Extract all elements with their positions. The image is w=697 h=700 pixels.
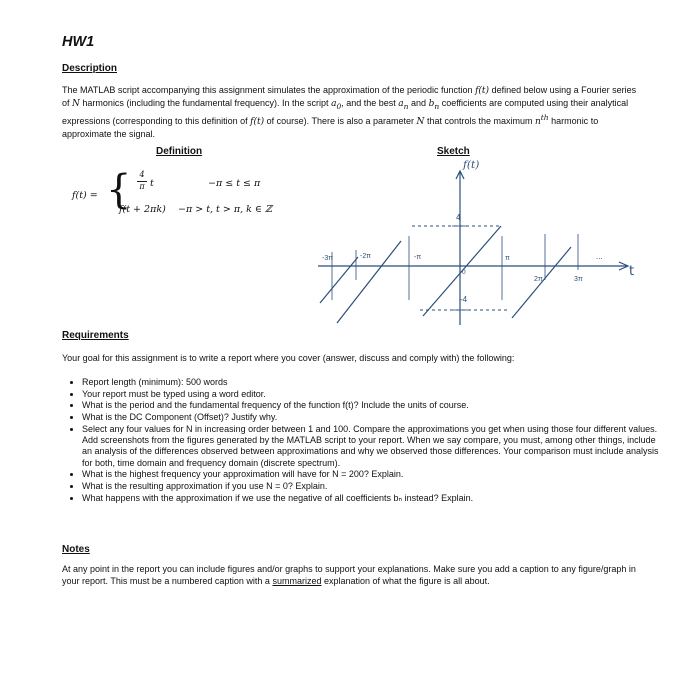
formula-frac-den: π: [139, 182, 145, 191]
list-item: • What is the highest frequency your approximation will have for N = 200? Explain.: [82, 469, 662, 480]
sketch-tick-label: 3π: [574, 276, 583, 283]
sketch-tick-label: π: [505, 255, 510, 262]
list-item: • Your report must be typed using a word editor.: [82, 389, 662, 400]
sketch-origin-label: 0: [462, 269, 466, 276]
formula-case1-expr: t: [150, 178, 154, 189]
sketch-y-label: f(t): [463, 159, 480, 171]
description-heading: Description: [62, 63, 118, 74]
sketch-tick-label: -π: [414, 254, 422, 261]
requirements-intro: Your goal for this assignment is to write a report where you cover (answer, discuss and comply with) the following:: [62, 353, 515, 363]
list-item: • What is the period and the fundamental frequency of the function f(t)? Include the units of course.: [82, 400, 662, 411]
sketch-tick-label: -2π: [360, 253, 372, 260]
page-title: HW1: [62, 34, 95, 50]
notes-heading: Notes: [62, 544, 90, 555]
sketch-trough-label: -4: [460, 295, 468, 304]
sawtooth-segment: [320, 257, 358, 303]
list-item: • What is the resulting approximation if you use N = 0? Explain.: [82, 481, 662, 492]
notes-paragraph: At any point in the report you can include figures and/or graphs to support your explanations. Make sure you add a caption to any figure/graph in your report. This must be a numbered caption with a summarized explanation of what the figure is all about.: [62, 564, 636, 586]
sketch-tick-label: -3π: [322, 255, 334, 262]
formula-frac-num: 4: [139, 170, 145, 179]
definition-heading: Definition: [156, 146, 203, 157]
formula-lhs: f(t) =: [72, 190, 98, 201]
description-paragraph: The MATLAB script accompanying this assignment simulates the approximation of the periodic function f(t) defined below using a Fourier series of N harmonics (including the fundamental frequency). In the script $a_0$, and the best $a_n$ and $b_n$ coefficients are computed using their analytical expressions (corresponding to this definition of f(t) of course). There is also a parameter N that controls the maximum $n^{th}$ harmonic to approximate the signal.: [62, 85, 637, 139]
formula-case1-condition: −π ≤ t ≤ π: [208, 178, 261, 189]
sketch-heading: Sketch: [437, 146, 470, 157]
list-item: • What is the DC Component (Offset)? Justify why.: [82, 412, 662, 423]
formula-brace: {: [106, 167, 132, 213]
formula-case2-expr: f(t + 2πk): [119, 204, 166, 215]
sketch-tick-label: 2π: [534, 276, 543, 283]
list-item: • What happens with the approximation if we use the negative of all coefficients bₙ instead? Explain.: [82, 493, 662, 504]
list-item: • Select any four values for N in increasing order between 1 and 100. Compare the approximations you get when using those four different values. Add screenshots from the figures generated by the MATLAB script to your report. When we say compare, you must, among other things, include an analysis of the differences observed between approximations and why we observed those differences. Your comparison must include analysis for both, time domain and frequency domain (discrete spectrum).: [82, 424, 662, 469]
sketch-peak-label: 4: [456, 213, 461, 222]
requirements-heading: Requirements: [62, 330, 129, 341]
formula-case2-condition: −π > t, t > π, k ∈ ℤ: [178, 204, 272, 215]
sketch-x-label: t: [629, 264, 635, 279]
sketch-ellipsis: ...: [596, 252, 603, 261]
list-item: • Report length (minimum): 500 words: [82, 377, 662, 388]
requirements-list: [62, 377, 662, 504]
